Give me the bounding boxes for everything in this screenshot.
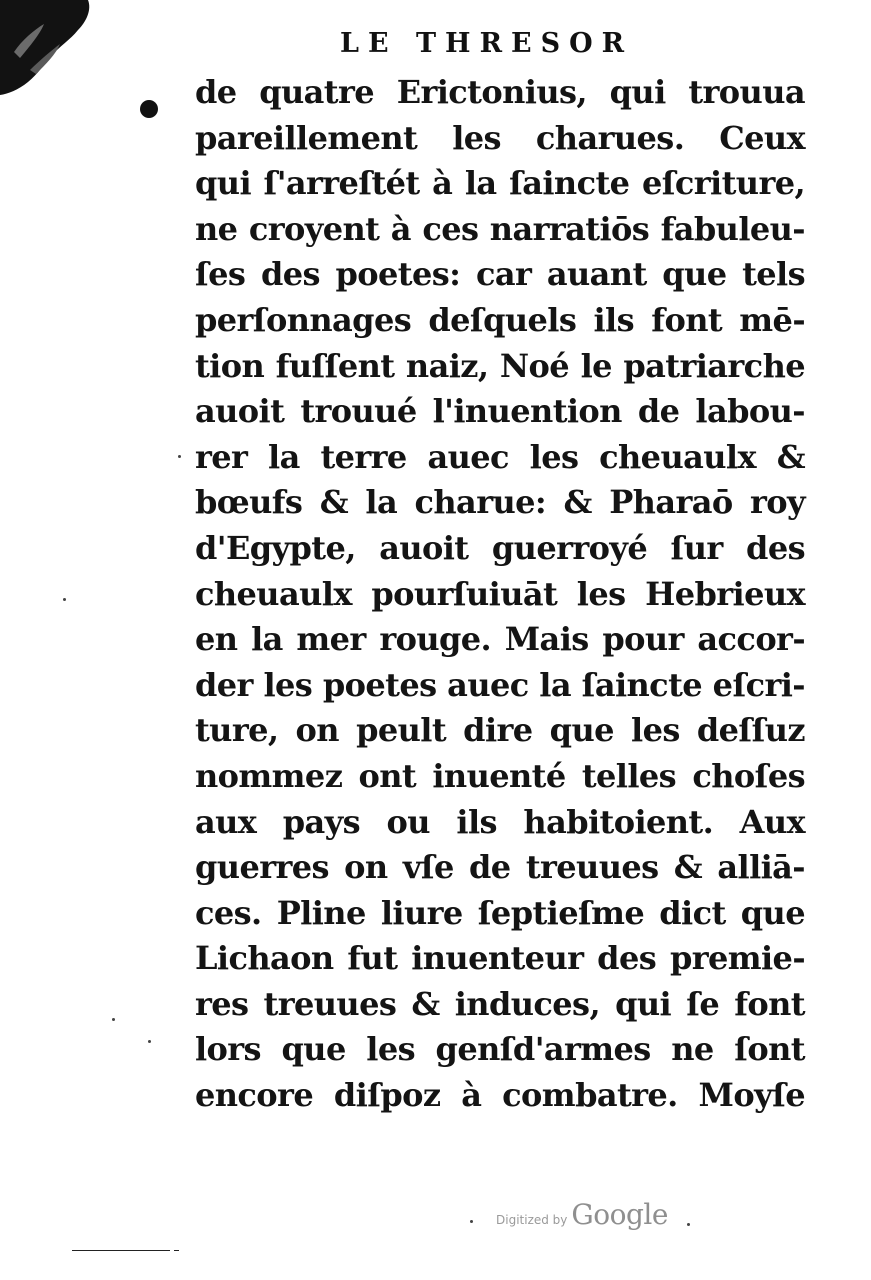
running-head: LE THRESOR bbox=[340, 28, 634, 59]
page-body-text bbox=[195, 70, 805, 1119]
scan-speck bbox=[178, 455, 181, 458]
digitized-watermark bbox=[496, 1198, 696, 1242]
scan-speck bbox=[470, 1220, 473, 1223]
text-line: encore diſpoz à combatre. Moyſe bbox=[195, 1076, 805, 1115]
text-line: perſonnages deſquels ils font mē- bbox=[195, 300, 805, 339]
text-line: d'Egypte, auoit guerroyé ſur des bbox=[195, 528, 805, 567]
text-line: ces. Pline liure ſeptieſme dict que bbox=[195, 893, 805, 932]
scan-speck bbox=[63, 598, 66, 601]
text-line: ture, on peult dire que les deſſuz bbox=[195, 711, 805, 750]
watermark-prefix: Digitized by bbox=[496, 1213, 568, 1227]
scan-speck bbox=[112, 1018, 115, 1021]
text-line: nommez ont inuenté telles choſes bbox=[195, 756, 805, 795]
text-line: aux pays ou ils habitoient. Aux bbox=[195, 802, 805, 841]
text-line: ſes des poetes: car auant que tels bbox=[195, 255, 805, 294]
text-line: der les poetes auec la ſaincte eſcri- bbox=[195, 665, 805, 704]
google-logo: Google bbox=[571, 1198, 668, 1231]
footer-rule bbox=[72, 1250, 170, 1251]
text-line: pareillement les charues. Ceux bbox=[195, 118, 805, 157]
text-line: res treuues & induces, qui ſe font bbox=[195, 984, 805, 1023]
text-line: rer la terre auec les cheuaulx & bbox=[195, 437, 805, 476]
text-line: qui ſ'arreſtét à la ſaincte eſcriture, bbox=[195, 164, 805, 203]
text-line: guerres on vſe de treuues & alliā- bbox=[195, 848, 805, 887]
footer-rule-tick bbox=[174, 1250, 179, 1251]
scan-speck bbox=[148, 1040, 151, 1043]
text-line: cheuaulx pourſuiuāt les Hebrieux bbox=[195, 574, 805, 613]
corner-ink-blot bbox=[0, 0, 110, 95]
text-line: lors que les genſd'armes ne ſont bbox=[195, 1030, 805, 1069]
text-line: de quatre Erictonius, qui trouua bbox=[195, 73, 805, 111]
text-line: en la mer rouge. Mais pour accor- bbox=[195, 620, 805, 659]
text-line: tion fuſſent naiz, Noé le patriarche bbox=[195, 346, 805, 385]
text-line: Lichaon fut inuenteur des premie- bbox=[195, 939, 805, 978]
text-line: auoit trouué l'inuention de labou- bbox=[195, 392, 805, 431]
text-line: bœufs & la charue: & Pharaō roy bbox=[195, 483, 805, 522]
text-line: ne croyent à ces narratiōs fabuleu- bbox=[195, 209, 805, 248]
scan-speck bbox=[687, 1223, 690, 1226]
ink-dot bbox=[140, 100, 158, 118]
